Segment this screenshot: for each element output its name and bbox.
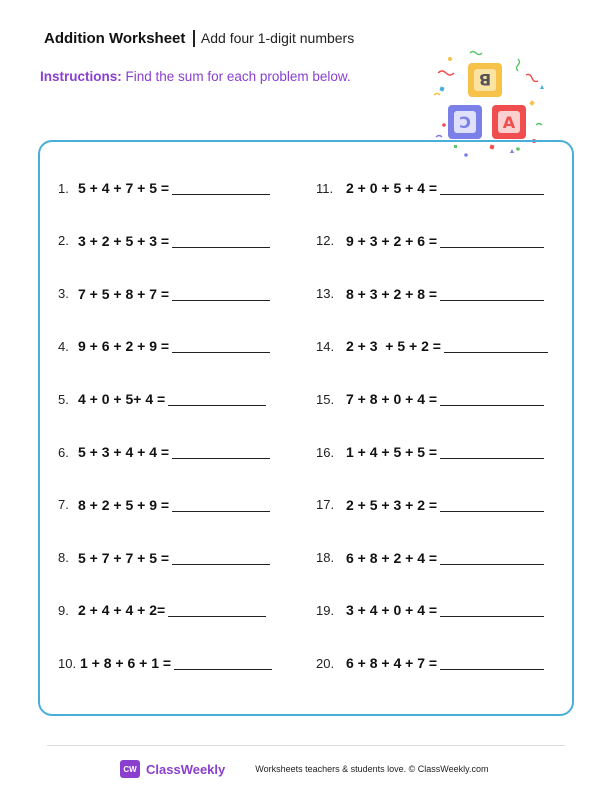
problem-expression: 5 + 3 + 4 + 4 = [78,444,170,460]
problem-expression: 2 + 3 + 5 + 2 = [346,338,441,355]
problem-9 [58,600,266,620]
problem-expression: 5 + 4 + 7 + 5 = [78,180,170,196]
answer-blank[interactable] [172,300,270,301]
problem-expression: 5 + 7 + 7 + 5 = [78,549,170,566]
problem-expression: 8 + 3 + 2 + 8 = [346,285,438,302]
problem-6 [58,442,270,462]
problem-number: 15. [316,391,335,407]
answer-blank[interactable] [440,247,544,248]
answer-blank[interactable] [172,511,270,512]
problem-13 [316,284,544,304]
answer-blank[interactable] [440,458,544,459]
block-a [492,105,526,139]
problem-number: 17. [316,497,335,513]
problem-number: 9. [58,602,69,618]
problem-17 [316,495,544,515]
problem-number: 7. [58,497,69,513]
answer-blank[interactable] [172,352,270,353]
block-c-letter: C [459,113,471,132]
problem-3 [58,284,270,304]
worksheet-header [44,27,354,49]
problem-expression: 2 + 0 + 5 + 4 = [346,180,438,196]
problem-expression: 7 + 8 + 0 + 4 = [346,391,438,408]
problem-18 [316,548,544,568]
problem-number: 3. [58,286,69,302]
answer-blank[interactable] [440,669,544,670]
answer-blank[interactable] [172,194,270,195]
answer-blank[interactable] [172,458,270,459]
answer-blank[interactable] [172,247,270,248]
problem-number: 10. [58,655,77,671]
problem-expression: 3 + 2 + 5 + 3 = [78,232,170,249]
answer-blank[interactable] [440,616,544,617]
problem-number: 18. [316,550,335,566]
problem-number: 2. [58,233,69,249]
classweekly-logo-icon: CW [120,760,140,778]
problem-expression: 1 + 8 + 6 + 1 = [80,655,172,672]
block-a-letter: A [502,113,516,132]
problem-8 [58,548,270,568]
problem-number: 5. [58,391,69,407]
problem-expression: 2 + 5 + 3 + 2 = [346,496,438,513]
footer [120,759,489,779]
title-divider [193,30,195,47]
problem-number: 1. [58,180,69,196]
instructions-label: Instructions: [40,69,122,84]
problem-number: 19. [316,602,335,618]
answer-blank[interactable] [440,564,544,565]
problem-number: 16. [316,444,335,460]
answer-blank[interactable] [168,616,266,617]
block-c [448,105,482,139]
problem-11 [316,178,544,198]
problem-4 [58,336,270,356]
instructions-text: Find the sum for each problem below. [125,69,351,84]
problem-expression: 1 + 4 + 5 + 5 = [346,444,438,460]
problem-number: 4. [58,338,69,354]
answer-blank[interactable] [440,511,544,512]
problem-expression: 9 + 3 + 2 + 6 = [346,232,438,249]
footer-brand: ClassWeekly [146,761,226,777]
answer-blank[interactable] [168,405,266,406]
problem-expression: 2 + 4 + 4 + 2= [78,602,166,619]
problem-16 [316,442,544,462]
problem-number: 8. [58,550,69,566]
problem-5 [58,389,266,409]
problem-expression: 8 + 2 + 5 + 9 = [78,496,170,513]
problem-10 [58,653,272,673]
problem-12 [316,231,544,251]
block-b-letter: B [478,70,492,89]
answer-blank[interactable] [172,564,270,565]
problems-card [38,140,574,716]
worksheet-title: Addition Worksheet [44,29,186,47]
answer-blank[interactable] [444,352,548,353]
problem-19 [316,600,544,620]
answer-blank[interactable] [440,405,544,406]
problem-expression: 6 + 8 + 4 + 7 = [346,655,438,672]
footer-tagline: Worksheets teachers & students love. © ClassWeekly.com [255,764,489,774]
problem-number: 11. [316,180,334,196]
answer-blank[interactable] [440,194,544,195]
problem-number: 20. [316,655,335,671]
problem-number: 12. [316,233,335,249]
answer-blank[interactable] [174,669,272,670]
problem-expression: 3 + 4 + 0 + 4 = [346,602,438,619]
answer-blank[interactable] [440,300,544,301]
problem-1 [58,178,270,198]
problem-15 [316,389,544,409]
problem-20 [316,653,544,673]
block-b [468,63,502,97]
problem-number: 14. [316,338,335,354]
problem-14 [316,336,548,356]
problem-expression: 4 + 0 + 5+ 4 = [78,391,166,408]
worksheet-subtitle: Add four 1-digit numbers [200,30,355,46]
problem-number: 13. [316,286,335,302]
problem-7 [58,495,270,515]
problem-2 [58,231,270,251]
problem-number: 6. [58,444,69,460]
problem-expression: 6 + 8 + 2 + 4 = [346,549,438,566]
instructions [40,69,351,84]
problem-expression: 9 + 6 + 2 + 9 = [78,338,170,355]
footer-divider [47,745,565,746]
problem-expression: 7 + 5 + 8 + 7 = [78,285,170,302]
